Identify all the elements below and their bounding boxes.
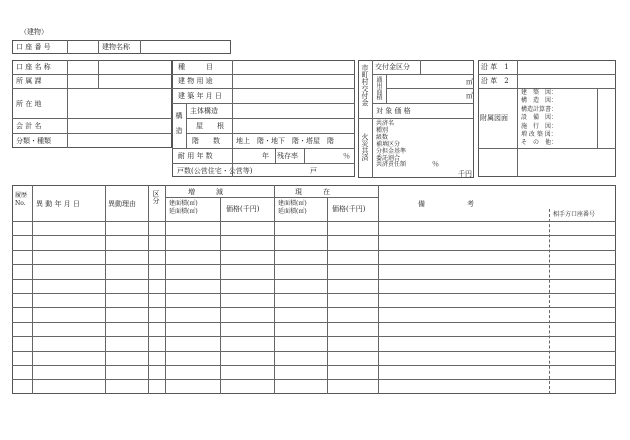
fire-item-type: 種別 bbox=[376, 126, 389, 134]
counter-account-header: 相手方口座番号 bbox=[553, 211, 596, 218]
inc-price-header: 価格(千円) bbox=[226, 205, 260, 213]
table-row[interactable] bbox=[13, 380, 615, 393]
table-row[interactable] bbox=[13, 222, 615, 235]
fire-percent-unit: ％ bbox=[432, 160, 439, 168]
increase-decrease-header: 増 減 bbox=[188, 188, 223, 196]
roof-label: 屋 根 bbox=[196, 122, 224, 130]
usage-field[interactable] bbox=[233, 75, 354, 88]
table-row[interactable] bbox=[13, 236, 615, 249]
building-name-label: 建物名称 bbox=[102, 43, 130, 51]
fire-insurance-items bbox=[376, 121, 406, 169]
attach-extension: 増 改 築 図： bbox=[521, 131, 557, 139]
percent-unit: ％ bbox=[343, 152, 350, 160]
residual-rate-label: 残存率 bbox=[277, 152, 298, 160]
table-row[interactable] bbox=[13, 265, 615, 278]
applied-area-label: 適用面積 bbox=[375, 76, 382, 100]
attached-drawings-label: 附属図面 bbox=[480, 114, 508, 122]
account-name-label: 口 座 名 称 bbox=[16, 63, 51, 71]
history-2-label: 沿 革 2 bbox=[481, 77, 509, 85]
fire-thousand-yen-unit: 千円 bbox=[458, 170, 472, 178]
grant-category-label: 交付金区分 bbox=[375, 63, 410, 71]
fire-item-liability: 共済責任額 bbox=[376, 161, 407, 169]
table-row[interactable] bbox=[13, 323, 615, 336]
table-row[interactable] bbox=[13, 308, 615, 321]
division-header: 区分 bbox=[152, 190, 160, 204]
attach-construction: 施 行 図： bbox=[521, 122, 558, 130]
sqm-unit-1: ㎡ bbox=[466, 78, 473, 86]
main-structure-field[interactable] bbox=[233, 104, 354, 118]
accounting-field[interactable] bbox=[68, 119, 171, 133]
attach-structure: 構 造 図： bbox=[521, 97, 558, 105]
inc-area-header-2: 延面積(㎡) bbox=[169, 208, 198, 215]
table-row[interactable] bbox=[13, 251, 615, 264]
building-name-field[interactable] bbox=[141, 41, 230, 53]
year-unit: 年 bbox=[262, 152, 269, 160]
attach-architecture: 建 築 図： bbox=[521, 89, 558, 96]
attached-drawings-list bbox=[521, 89, 557, 148]
table-row[interactable] bbox=[13, 280, 615, 293]
cur-area-header-1: 建面積(㎡) bbox=[278, 200, 307, 207]
table-row[interactable] bbox=[13, 337, 615, 350]
accounting-label: 会 計 名 bbox=[16, 122, 42, 130]
applied-area-field-1[interactable] bbox=[387, 75, 465, 88]
table-row[interactable] bbox=[13, 294, 615, 307]
attach-other: そ の 他： bbox=[521, 139, 558, 147]
fire-item-commission: 委託割合 bbox=[376, 154, 401, 162]
sqm-unit-2: ㎡ bbox=[466, 92, 473, 100]
classification-label: 分類・種類 bbox=[16, 137, 51, 145]
attach-equipment: 設 備 図： bbox=[521, 114, 558, 122]
fire-item-name: 共済名 bbox=[376, 120, 395, 127]
table-row[interactable] bbox=[13, 352, 615, 365]
target-price-field[interactable] bbox=[421, 104, 473, 118]
cur-area-header-2: 延面積(㎡) bbox=[278, 208, 307, 215]
table-row[interactable] bbox=[13, 366, 615, 379]
classification-field[interactable] bbox=[68, 134, 171, 148]
structure-label: 構 造 bbox=[175, 112, 183, 134]
roof-field[interactable] bbox=[233, 119, 354, 133]
account-name-field[interactable] bbox=[68, 61, 171, 74]
household-unit: 戸 bbox=[310, 167, 317, 175]
grant-category-field[interactable] bbox=[421, 61, 473, 74]
households-label: 戸数(公営住宅・公営等) bbox=[177, 167, 253, 175]
form-caption: （建物） bbox=[20, 28, 48, 36]
inc-area-header-1: 建面積(㎡) bbox=[169, 200, 198, 207]
fire-insurance-vertical-label: 火災共済 bbox=[361, 133, 369, 161]
fire-item-share-basis: 分担金基準 bbox=[376, 147, 407, 155]
account-number-field[interactable] bbox=[68, 41, 98, 53]
history-2-field[interactable] bbox=[518, 75, 615, 88]
usage-label: 建 物 用 途 bbox=[178, 77, 213, 85]
applied-area-field-2[interactable] bbox=[387, 89, 465, 103]
current-header: 現 在 bbox=[295, 188, 330, 196]
floors-label: 階 数 bbox=[192, 137, 220, 145]
attach-calculation: 構造計算書： bbox=[521, 105, 558, 113]
history-no-header: 履歴No. bbox=[15, 192, 28, 207]
grant-vertical-label: 市町村交付金 bbox=[361, 64, 369, 106]
history-1-field[interactable] bbox=[518, 61, 615, 74]
fire-item-grade: 級数 bbox=[376, 133, 389, 141]
category-label: 種 目 bbox=[178, 63, 213, 71]
location-field[interactable] bbox=[68, 89, 171, 118]
account-number-label: 口 座 番 号 bbox=[16, 43, 51, 51]
change-reason-header: 異動理由 bbox=[108, 200, 136, 208]
built-date-label: 建 築 年 月 日 bbox=[178, 92, 222, 100]
target-price-label: 対 象 価 格 bbox=[376, 107, 411, 115]
history-1-label: 沿 革 1 bbox=[481, 63, 509, 71]
floors-value: 地上 階・地下 階・塔屋 階 bbox=[236, 137, 334, 145]
department-label: 所 属 課 bbox=[16, 77, 42, 85]
fire-item-compensation: 補填区分 bbox=[376, 140, 401, 148]
useful-life-label: 耐 用 年 数 bbox=[178, 152, 213, 160]
category-field[interactable] bbox=[233, 61, 354, 74]
location-label: 所 在 地 bbox=[16, 100, 42, 108]
built-date-field[interactable] bbox=[233, 89, 354, 103]
change-date-header: 異 動 年 月 日 bbox=[36, 200, 80, 208]
remarks-header: 備 考 bbox=[418, 200, 474, 208]
main-structure-label: 主体構造 bbox=[190, 107, 218, 115]
department-field[interactable] bbox=[68, 75, 171, 88]
cur-price-header: 価格(千円) bbox=[332, 205, 366, 213]
